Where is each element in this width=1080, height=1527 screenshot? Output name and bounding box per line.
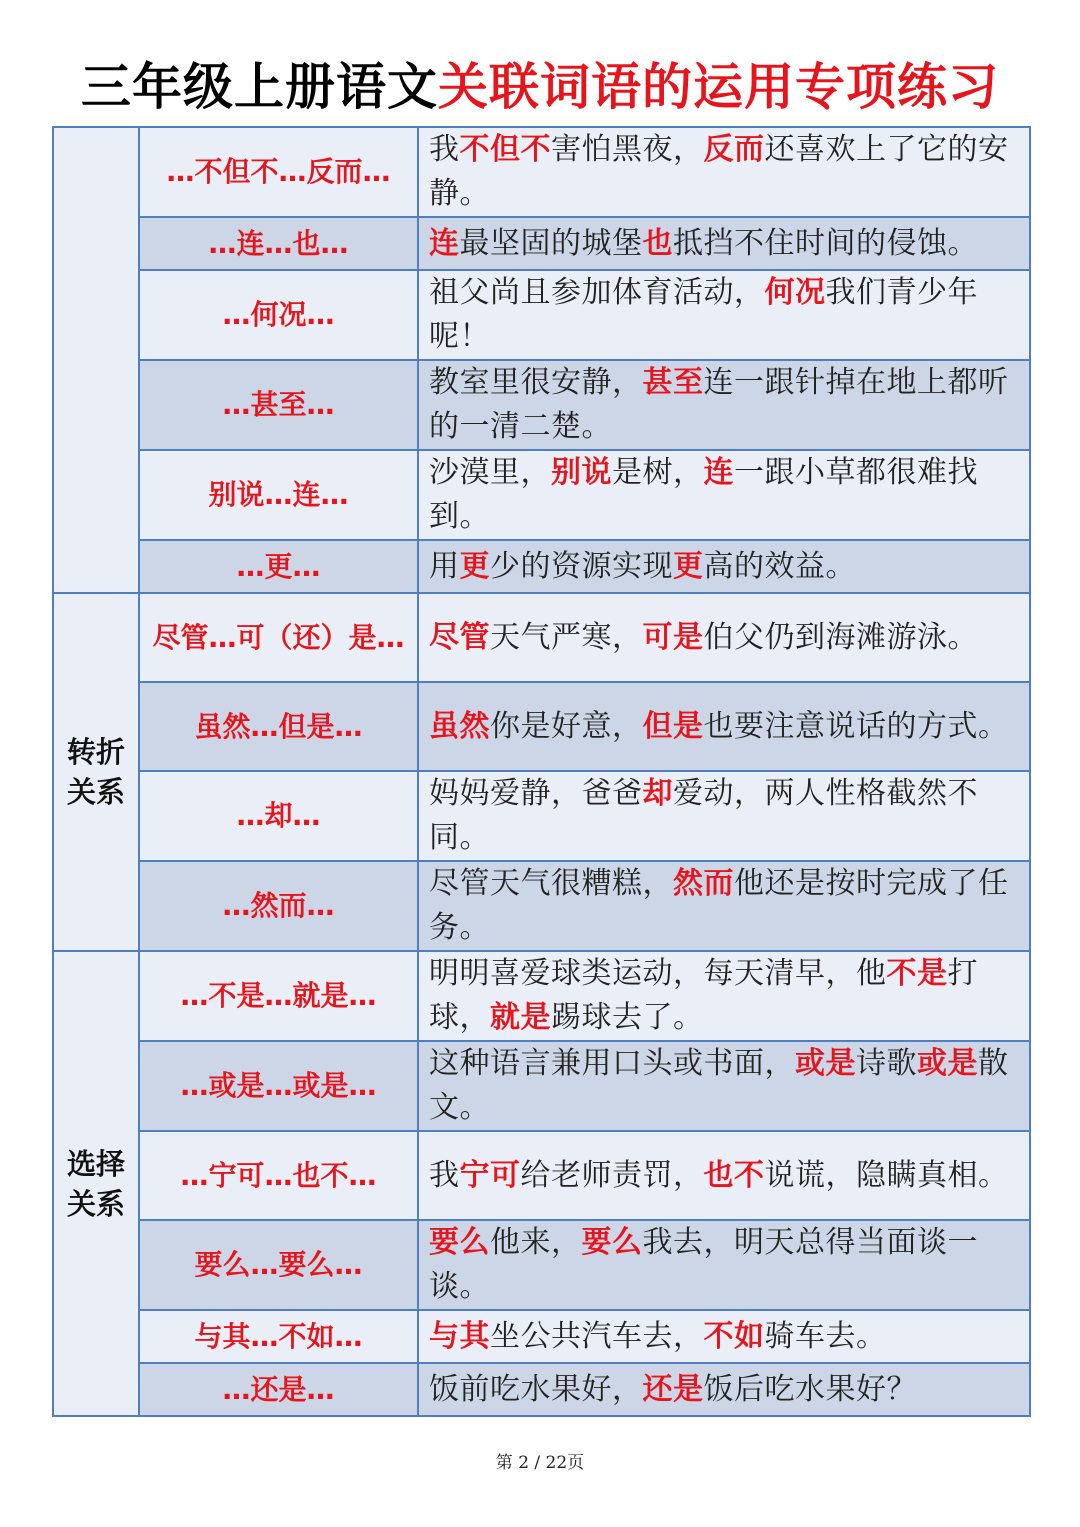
sentence-text: 一跟小草都很难找到。 <box>429 455 978 534</box>
highlight-word: 不如 <box>703 1318 765 1354</box>
sentence-text: 害怕黑夜， <box>551 132 704 167</box>
sentence-text: 饭前吃水果好， <box>429 1371 643 1407</box>
highlight-word: 或是 <box>917 1046 978 1081</box>
table-row <box>53 771 1030 861</box>
sentence-text: 说谎，隐瞒真相。 <box>764 1157 1009 1193</box>
sentence-text: 骑车去。 <box>764 1318 887 1354</box>
example-cell <box>418 1041 1030 1131</box>
sentence-text: 这种语言兼用口头或书面， <box>429 1046 795 1081</box>
sentence-text: 散文。 <box>429 1046 1009 1125</box>
highlight-word: 甚至 <box>642 365 704 400</box>
sentence-text: 他来， <box>490 1225 582 1260</box>
sentence-text: 少的资源实现 <box>490 548 673 584</box>
sentence-text: 我去，明天总得当面谈一谈。 <box>429 1225 978 1304</box>
category-cell <box>53 127 139 593</box>
example-cell <box>418 1310 1030 1363</box>
table-row <box>53 951 1030 1041</box>
table-row <box>53 1041 1030 1131</box>
highlight-word: 要么 <box>581 1225 643 1260</box>
title-part2: 关联词语的运用专项练习 <box>438 58 999 116</box>
sentence-text: 用 <box>429 548 460 584</box>
example-cell <box>418 861 1030 951</box>
sentence-text: 给老师责罚， <box>520 1157 704 1193</box>
example-cell <box>418 540 1030 593</box>
sentence-text: 高的效益。 <box>703 548 856 584</box>
example-cell <box>418 1220 1030 1310</box>
sentence-text: 还喜欢上了它的安静。 <box>429 132 1009 211</box>
highlight-word: 不但不 <box>459 132 551 167</box>
keyword-cell: …连…也… <box>139 217 418 270</box>
highlight-word: 但是 <box>642 708 704 744</box>
sentence-text: 打球， <box>429 956 978 1035</box>
highlight-word: 可是 <box>642 619 704 655</box>
highlight-word: 或是 <box>795 1046 856 1081</box>
keyword-cell: 与其…不如… <box>139 1310 418 1363</box>
sentence-text: 是树， <box>612 455 704 490</box>
sentence-text: 我 <box>429 1157 460 1193</box>
highlight-word: 也不 <box>703 1157 765 1193</box>
highlight-word: 尽管 <box>429 619 490 655</box>
table-row <box>53 217 1030 270</box>
highlight-word: 连 <box>429 225 460 261</box>
keyword-cell: …不但不…反而… <box>139 127 418 217</box>
sentence-text: 诗歌 <box>856 1046 917 1081</box>
example-cell <box>418 270 1030 360</box>
sentence-text: 教室里很安静， <box>429 365 643 400</box>
table-row <box>53 360 1030 450</box>
keyword-cell: 别说…连… <box>139 450 418 540</box>
example-cell <box>418 593 1030 682</box>
title-part1: 三年级上册语文 <box>81 58 438 116</box>
category-label: 选择关系 <box>66 1146 125 1221</box>
table-row <box>53 1220 1030 1310</box>
keyword-cell: …何况… <box>139 270 418 360</box>
keyword-cell: …甚至… <box>139 360 418 450</box>
category-label: 转折关系 <box>66 735 125 809</box>
highlight-word: 与其 <box>429 1318 490 1354</box>
table-row <box>53 1363 1030 1416</box>
sentence-text: 爱动，两人性格截然不同。 <box>429 776 978 855</box>
sentence-text: 明明喜爱球类运动，每天清早，他 <box>429 956 887 991</box>
sentence-text: 天气严寒， <box>490 619 643 655</box>
example-cell <box>418 1131 1030 1220</box>
example-cell <box>418 682 1030 771</box>
highlight-word: 何况 <box>764 275 826 310</box>
sentence-text: 妈妈爱静，爸爸 <box>429 776 643 811</box>
sentence-text: 他还是按时完成了任务。 <box>429 866 1009 945</box>
table-row <box>53 450 1030 540</box>
sentence-text: 最坚固的城堡 <box>459 225 643 261</box>
highlight-word: 反而 <box>703 132 765 167</box>
table-row <box>53 540 1030 593</box>
example-cell <box>418 771 1030 861</box>
keyword-cell: …却… <box>139 771 418 861</box>
highlight-word: 更 <box>459 548 490 584</box>
sentence-text: 你是好意， <box>490 708 643 744</box>
highlight-word: 然而 <box>673 866 734 901</box>
highlight-word: 要么 <box>429 1225 490 1260</box>
keyword-cell: …不是…就是… <box>139 951 418 1041</box>
example-cell <box>418 1363 1030 1416</box>
keyword-cell: …还是… <box>139 1363 418 1416</box>
highlight-word: 虽然 <box>429 708 490 744</box>
keyword-cell: …宁可…也不… <box>139 1131 418 1220</box>
table-row <box>53 1310 1030 1363</box>
sentence-text: 也要注意说话的方式。 <box>703 708 1009 744</box>
sentence-text: 连一跟针掉在地上都听的一清二楚。 <box>429 365 1009 444</box>
table-row <box>53 593 1030 682</box>
keyword-cell: 要么…要么… <box>139 1220 418 1310</box>
keyword-cell: 尽管…可（还）是… <box>139 593 418 682</box>
sentence-text: 尽管天气很糟糕， <box>429 866 673 901</box>
sentence-text: 我们青少年呢！ <box>429 275 978 354</box>
highlight-word: 也 <box>642 225 673 261</box>
category-cell <box>53 951 139 1416</box>
sentence-text: 饭后吃水果好？ <box>703 1371 917 1407</box>
table-row <box>53 1131 1030 1220</box>
conjunction-table <box>52 126 1031 1417</box>
keyword-cell: …然而… <box>139 861 418 951</box>
example-cell <box>418 217 1030 270</box>
sentence-text: 伯父仍到海滩游泳。 <box>703 619 978 655</box>
table-row <box>53 682 1030 771</box>
page-footer: 第 2 / 22页 <box>495 1453 585 1473</box>
sentence-text: 坐公共汽车去， <box>490 1318 704 1354</box>
category-cell <box>53 593 139 951</box>
sentence-text: 沙漠里， <box>429 455 551 490</box>
sentence-text: 抵挡不住时间的侵蚀。 <box>673 225 978 261</box>
keyword-cell: …或是…或是… <box>139 1041 418 1131</box>
table-row <box>53 127 1030 217</box>
sentence-text: 我 <box>429 132 460 167</box>
keyword-cell: …更… <box>139 540 418 593</box>
table-row <box>53 270 1030 360</box>
sentence-text: 踢球去了。 <box>551 1000 704 1035</box>
highlight-word: 别说 <box>551 455 612 490</box>
table-row <box>53 861 1030 951</box>
highlight-word: 就是 <box>490 1000 551 1035</box>
example-cell <box>418 450 1030 540</box>
page-title <box>0 52 1080 122</box>
sentence-text: 祖父尚且参加体育活动， <box>429 275 765 310</box>
highlight-word: 宁可 <box>459 1157 521 1193</box>
highlight-word: 却 <box>642 776 673 811</box>
example-cell <box>418 127 1030 217</box>
keyword-cell: 虽然…但是… <box>139 682 418 771</box>
highlight-word: 更 <box>673 548 704 584</box>
highlight-word: 还是 <box>642 1371 704 1407</box>
highlight-word: 不是 <box>886 956 948 991</box>
example-cell <box>418 360 1030 450</box>
highlight-word: 连 <box>703 455 734 490</box>
example-cell <box>418 951 1030 1041</box>
